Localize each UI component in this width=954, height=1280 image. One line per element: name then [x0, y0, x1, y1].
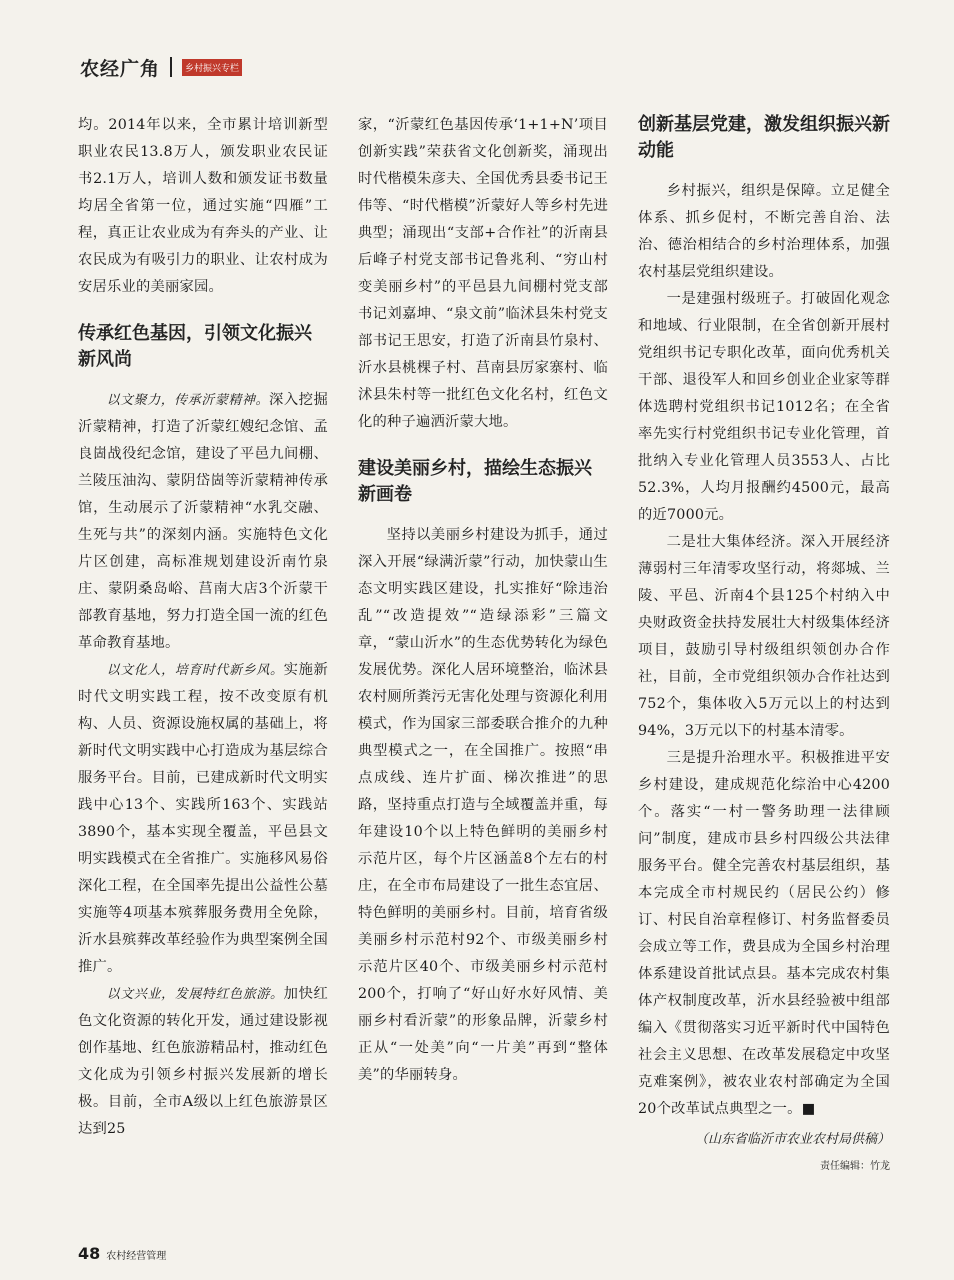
- header-divider: [170, 57, 172, 77]
- paragraph: 乡村振兴，组织是保障。立足健全体系、抓乡促村，不断完善自治、法治、德治相结合的乡村治理体系，加强农村基层党组织建设。: [638, 183, 890, 280]
- paragraph: [638, 745, 890, 1123]
- paragraph-lead: 三是提升治理水平。: [666, 750, 801, 766]
- section-heading-culture: 传承红色基因，引领文化振兴新风尚: [78, 323, 312, 370]
- paragraph: 坚持以美丽乡村建设为抓手，通过深入开展“绿满沂蒙”行动，加快蒙山生态文明实践区建设，扎实推好“除违治乱”“改造提效”“造绿添彩”三篇文章，“蒙山沂水”的生态优势转化为绿色发展优势。深化人居环境整治，临沭县农村厕所粪污无害化处理与资源化利用模式，作为国家三部委联合推介的九种典型模式之一，在全国推广。按照“串点成线、连片扩面、梯次推进”的思路，坚持重点打造与全域覆盖并重，每年建设10个以上特色鲜明的美丽乡村示范片区，每个片区涵盖8个左右的村庄，在全市布局建设了一批生态宜居、特色鲜明的美丽乡村。目前，培育省级美丽乡村示范村92个、市级美丽乡村示范片区40个、市级美丽乡村示范村200个，打响了“好山好水好风情、美丽乡村看沂蒙”的形象品牌，沂蒙乡村正从“一处美”向“一片美”再到“整体美”的华丽转身。: [358, 527, 608, 1083]
- paragraph-lead: 以文兴业，发展特红色旅游。: [106, 987, 284, 1002]
- paragraph-body: 深入开展经济薄弱村三年清零攻坚行动，将郯城、兰陵、平邑、沂南4个县125个村纳入中央财政资金扶持发展壮大村级集体经济项目，鼓励引导村级组织领创办合作社，目前，全市党组织领办合作社达到752个，集体收入5万元以上的村达到94%，3万元以下的村基本清零。: [638, 534, 890, 739]
- responsible-editor: 责任编辑：竹龙: [820, 1161, 890, 1172]
- section-title: 农经广角: [80, 57, 161, 80]
- magazine-name: 农村经营管理: [106, 1251, 167, 1262]
- page-footer: [78, 1244, 166, 1263]
- paragraph: 家，“沂蒙红色基因传承‘1+1+N’项目创新实践”荣获省文化创新奖，涌现出时代楷模朱彦夫、全国优秀县委书记王伟等、“时代楷模”沂蒙好人等乡村先进典型；涌现出“支部+合作社”的沂南县后峰子村党支部书记鲁兆利、“穷山村变美丽乡村”的平邑县九间棚村党支部书记刘嘉坤、“泉文前”临沭县朱村党支部书记王思安，打造了沂南县竹泉村、沂水县桃棵子村、莒南县厉家寨村、临沭县朱村等一批红色文化名村，红色文化的种子遍洒沂蒙大地。: [358, 117, 608, 430]
- page-number: 48: [78, 1244, 101, 1263]
- paragraph-lead: 一是建强村级班子。: [666, 291, 801, 307]
- paragraph-lead: 二是壮大集体经济。: [666, 534, 801, 550]
- paragraph: [78, 981, 328, 1143]
- section-heading-ecology: 建设美丽乡村，描绘生态振兴新画卷: [358, 458, 592, 505]
- paragraph: [638, 286, 890, 529]
- paragraph-body: 实施新时代文明实践工程，按不改变原有机构、人员、资源设施权属的基础上，将新时代文明实践中心打造成为基层综合服务平台。目前，已建成新时代文明实践中心13个、实践所163个、实践站3890个，基本实现全覆盖，平邑县文明实践模式在全省推广。实施移风易俗深化工程，在全国率先提出公益性公墓实施等4项基本殡葬服务费用全免除，沂水县殡葬改革经验作为典型案例全国推广。: [78, 662, 328, 975]
- column-1: [78, 112, 328, 1143]
- paragraph-lead: 以文化人，培育时代新乡风。: [106, 663, 284, 678]
- paragraph-lead: 以文聚力，传承沂蒙精神。: [106, 393, 269, 408]
- paragraph-body: 积极推进平安乡村建设，建成规范化综治中心4200个。落实“一村一警务助理一法律顾问”制度，建成市县乡村四级公共法律服务平台。健全完善农村基层组织，基本完成全市村规民约（居民公约）修订、村民自治章程修订、村务监督委员会成立等工作，费县成为全国乡村治理体系建设首批试点县。基本完成农村集体产权制度改革，沂水县经验被中组部编入《贯彻落实习近平新时代中国特色社会主义思想、在改革发展稳定中攻坚克难案例》，被农业农村部确定为全国20个改革试点典型之一。: [638, 750, 890, 1117]
- paragraph: 均。2014年以来，全市累计培训新型职业农民13.8万人，颁发职业农民证书2.1万人，培训人数和颁发证书数量均居全省第一位，通过实施“四雁”工程，真正让农业成为有奔头的产业、让农民成为有吸引力的职业、让农村成为安居乐业的美丽家园。: [78, 117, 328, 295]
- paragraph: [638, 529, 890, 745]
- paragraph: [78, 657, 328, 981]
- column-2: [358, 112, 608, 1089]
- page-header: [80, 50, 242, 84]
- paragraph-body: 深入挖掘沂蒙精神，打造了沂蒙红嫂纪念馆、孟良崮战役纪念馆，建设了平邑九间棚、兰陵压油沟、蒙阴岱崮等沂蒙精神传承馆，生动展示了沂蒙精神“水乳交融、生死与共”的深刻内涵。实施特色文化片区创建，高标准规划建设沂南竹泉庄、蒙阴桑岛峪、莒南大店3个沂蒙干部教育基地，努力打造全国一流的红色革命教育基地。: [78, 392, 328, 651]
- column-3: [638, 112, 890, 1172]
- column-tag: 乡村振兴专栏: [182, 59, 242, 76]
- paragraph: [78, 387, 328, 657]
- paragraph-body: 打破固化观念和地域、行业限制，在全省创新开展村党组织书记专职化改革，面向优秀机关干部、退役军人和回乡创业企业家等群体选聘村党组织书记1012名；在全省率先实行村党组织书记专业化管理，首批纳入专业化管理人员3553人、占比52.3%，人均月报酬约4500元，最高的近7000元。: [638, 291, 890, 523]
- paragraph-body: 加快红色文化资源的转化开发，通过建设影视创作基地、红色旅游精品村，推动红色文化成为引领乡村振兴发展新的增长极。目前，全市A级以上红色旅游景区达到25: [78, 986, 328, 1137]
- section-heading-party: 创新基层党建，激发组织振兴新动能: [638, 114, 890, 161]
- article-source: （山东省临沂市农业农村局供稿）: [694, 1132, 890, 1147]
- end-mark: ■: [801, 1101, 816, 1117]
